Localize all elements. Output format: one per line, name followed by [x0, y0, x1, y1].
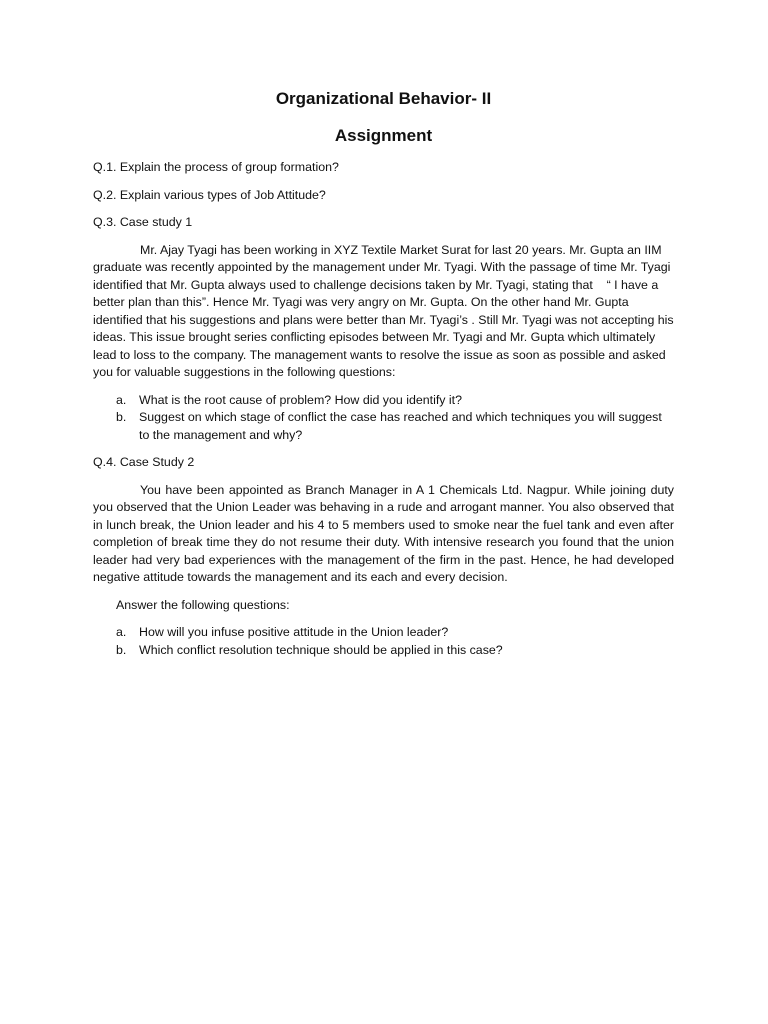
answer-prompt: Answer the following questions: [116, 597, 290, 612]
case-study-1-questions [93, 392, 674, 445]
list-marker: b. [116, 410, 127, 424]
list-item [93, 409, 674, 444]
list-item-text: Which conflict resolution technique should be applied in this case? [139, 642, 503, 657]
document-title: Organizational Behavior- II [275, 89, 492, 108]
case-study-1-paragraph: Mr. Ajay Tyagi has been working in XYZ Textile Market Surat for last 20 years. Mr. Gupta an IIM graduate was recently appointed by the management under Mr. Tyagi. With the passage of time Mr. Tyagi identified that Mr. Gupta always used to challenge decisions taken by Mr. Tyagi, stating that “ I have a better plan than this”. Hence Mr. Tyagi was very angry on Mr. Gupta. On the other hand Mr. Gupta identified that his suggestions and plans were better than Mr. Tyagi’s . Still Mr. Tyagi was not accepting his ideas. This issue brought series conflicting episodes between Mr. Tyagi and Mr. Gupta which ultimately lead to loss to the company. The management wants to resolve the issue as soon as possible and asked you for valuable suggestions in the following questions: [93, 242, 674, 379]
list-marker: a. [116, 392, 127, 407]
case-study-2-paragraph: You have been appointed as Branch Manager in A 1 Chemicals Ltd. Nagpur. While joining duty you observed that the Union Leader was behaving in a rude and arrogant manner. You also observed that in lunch break, the Union leader and his 4 to 5 members used to smoke near the fuel tank and even after completion of break time they do not resume their duty. With intensive research you found that the union leader had very bad experiences with the management of the firm in the past. Hence, he had developed negative attitude towards the management and its each and every decision. [93, 482, 674, 584]
list-item [93, 642, 674, 660]
list-item [93, 392, 674, 410]
document-subtitle: Assignment [334, 126, 433, 145]
question-2: Q.2. Explain various types of Job Attitude? [93, 187, 326, 202]
question-1: Q.1. Explain the process of group formation? [93, 160, 339, 174]
question-3-heading: Q.3. Case study 1 [93, 215, 193, 229]
list-item-text: Suggest on which stage of conflict the case has reached and which techniques you will suggest to the management and why? [139, 410, 662, 442]
list-marker: a. [116, 625, 127, 639]
list-item-text: How will you infuse positive attitude in the Union leader? [139, 625, 449, 639]
document-page [93, 88, 674, 669]
list-item [93, 624, 674, 642]
question-4-heading: Q.4. Case Study 2 [93, 455, 195, 469]
list-marker: b. [116, 642, 127, 657]
list-item-text: What is the root cause of problem? How did you identify it? [139, 392, 463, 407]
case-study-2-questions [93, 624, 674, 659]
